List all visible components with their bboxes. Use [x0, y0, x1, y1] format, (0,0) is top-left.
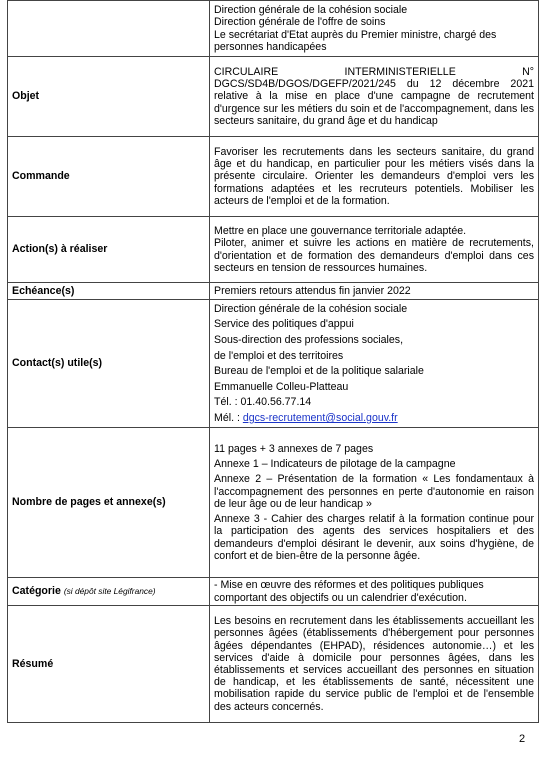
categorie-label: Catégorie [12, 585, 61, 598]
table-row-addressees [8, 1, 539, 57]
actions-value-cell [210, 217, 539, 283]
echeance-label: Echéance(s) [8, 283, 210, 300]
circular-summary-table [7, 0, 539, 723]
commande-text: Favoriser les recrutements dans les secteurs sanitaire, du grand âge et du handicap, en particulier pour les métiers visés dans la présente circulaire. Orienter les demandeurs d'emploi vers les formations adaptées et les recruteurs potentiels. Mobiliser les acteurs de l'emploi et de la formation. [214, 145, 534, 207]
objet-label: Objet [8, 57, 210, 137]
email-link[interactable]: dgcs-recrutement@social.gouv.fr [242, 411, 398, 424]
echeance-value-cell [210, 283, 539, 300]
contact-line: Emmanuelle Colleu-Platteau [214, 380, 349, 393]
table-row-commande [8, 137, 539, 217]
addressees-label-cell [8, 1, 210, 57]
table-row-contacts [8, 300, 539, 428]
actions-label: Action(s) à réaliser [8, 217, 210, 283]
commande-label: Commande [8, 137, 210, 217]
contact-line: de l'emploi et des territoires [214, 349, 344, 362]
commande-value-cell [210, 137, 539, 217]
resume-text: Les besoins en recrutement dans les établissements accueillant les personnes âgées (établissements d'hébergement pour personnes âgées dépendantes (EHPAD), résidences autonomie…) et les services d'aide à domicile pour personnes âgées, dans les établissements et services accueillant des personnes en situation de handicap, et les établissements de santé, nécessitent une mobilisation rapide du service public de l'emploi et de l'ensemble des acteurs concernés. [214, 615, 534, 713]
objet-value-cell [210, 57, 539, 137]
pages-line: 11 pages + 3 annexes de 7 pages [214, 443, 374, 456]
pages-value-cell [210, 428, 539, 578]
categorie-value-cell [210, 578, 539, 606]
contact-line: Service des politiques d'appui [214, 318, 354, 331]
echeance-text: Premiers retours attendus fin janvier 2022 [214, 284, 411, 297]
contact-mail-line [214, 412, 534, 424]
contact-line: Bureau de l'emploi et de la politique salariale [214, 365, 424, 378]
addressees-value-cell [210, 1, 539, 57]
table-row-objet [8, 57, 539, 137]
contact-line: Direction générale de la cohésion sociale [214, 302, 408, 315]
page-number: 2 [519, 733, 526, 745]
pages-label: Nombre de pages et annexe(s) [8, 428, 210, 578]
table-row-resume [8, 606, 539, 723]
objet-text: CIRCULAIRE INTERMINISTERIELLE N° DGCS/SD4B/DGOS/DGEFP/2021/245 du 12 décembre 2021 relative à la mise en place d'une campagne de recrutement d'urgence sur les métiers du soin et de l'accompagnement, dans les secteurs sanitaire, du grand âge et du handicap [214, 65, 534, 127]
addressee-line: Direction générale de la cohésion sociale [214, 4, 408, 17]
action-line: Mettre en place une gouvernance territoriale adaptée. [214, 225, 467, 238]
action-line: Piloter, animer et suivre les actions en matière de recrutements, d'orientation et de formation des demandeurs d'emploi dans ces secteurs en tension de ressources humaines. [214, 237, 534, 274]
table-row-echeance [8, 283, 539, 300]
categorie-text: - Mise en œuvre des réformes et des politiques publiques comportant des objectifs ou un calendrier d'exécution. [214, 579, 484, 604]
annex-line: Annexe 1 – Indicateurs de pilotage de la campagne [214, 458, 456, 471]
table-row-pages [8, 428, 539, 578]
contact-line: Sous-direction des professions sociales, [214, 334, 404, 346]
table-row-actions [8, 217, 539, 283]
categorie-label-cell [8, 578, 210, 606]
annex-line: Annexe 2 – Présentation de la formation « Les fondamentaux à l'accompagnement des personnes en perte d'autonomie en raison de leur âge ou de leur handicap » [214, 473, 534, 510]
addressee-line: Direction générale de l'offre de soins [214, 16, 386, 29]
addressee-line: Le secrétariat d'Etat auprès du Premier ministre, chargé des personnes handicapées [214, 28, 497, 53]
resume-label: Résumé [8, 606, 210, 723]
contacts-value-cell [210, 300, 539, 428]
contact-line: Tél. : 01.40.56.77.14 [214, 396, 312, 409]
mail-prefix: Mél. : [214, 411, 243, 424]
annex-line: Annexe 3 - Cahier des charges relatif à la formation continue pour la participation des agents des services hospitaliers et des demandeurs d'emploi désirant le devenir, aux soins d'hygiène, de confort et de bien-être de la personne âgée. [214, 513, 534, 562]
resume-value-cell [210, 606, 539, 723]
categorie-note: (si dépôt site Légifrance) [63, 586, 156, 597]
table-row-categorie [8, 578, 539, 606]
contacts-label: Contact(s) utile(s) [8, 300, 210, 428]
